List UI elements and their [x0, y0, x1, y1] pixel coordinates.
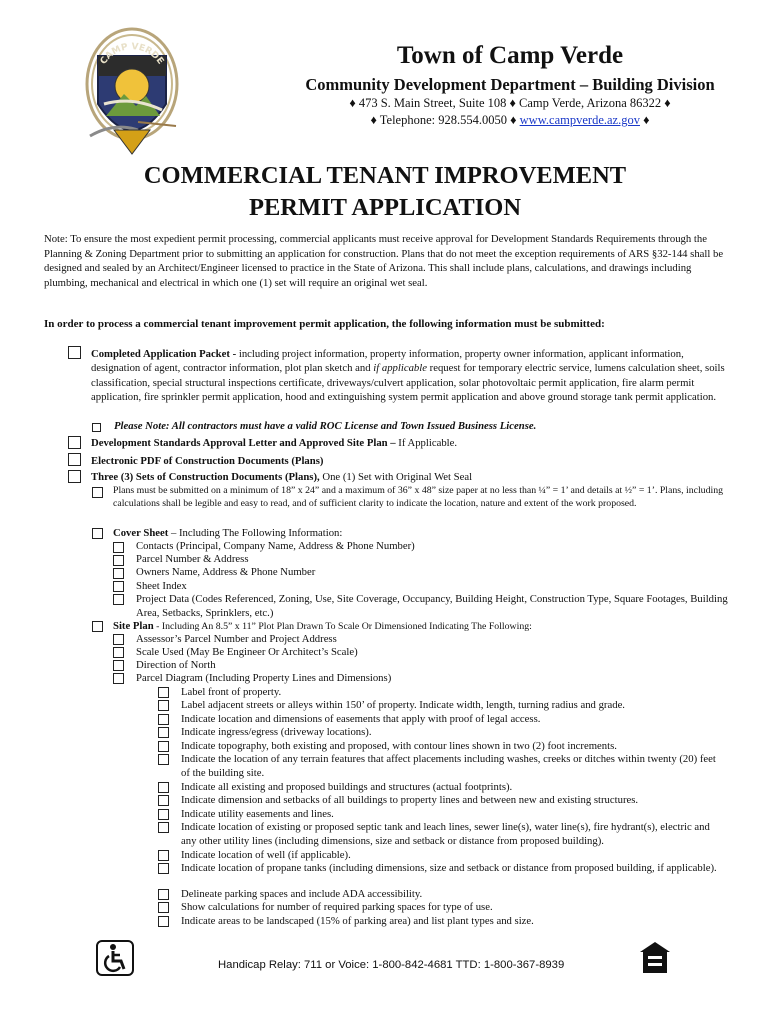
packet-checkbox[interactable] — [68, 346, 81, 359]
three-sets-label: Three (3) Sets of Construction Documents (Plans), — [91, 471, 320, 483]
dev-standards-text: If Applicable. — [395, 437, 458, 449]
cover-sheet-checkbox[interactable] — [92, 528, 103, 539]
diagram-checkbox[interactable] — [158, 902, 169, 913]
site-list-item: Parcel Diagram (Including Property Lines and Dimensions) — [136, 672, 392, 684]
cover-list-item: Sheet Index — [136, 580, 187, 592]
page-title — [0, 160, 770, 224]
address-line: ♦ 473 S. Main Street, Suite 108 ♦ Camp Verde, Arizona 86322 ♦ — [349, 96, 671, 110]
three-sets-text: One (1) Set with Original Wet Seal — [319, 471, 473, 483]
cover-list-item: Contacts (Principal, Company Name, Address & Phone Number) — [136, 540, 415, 552]
site-list-item: Direction of North — [136, 659, 216, 671]
phone-suffix: ♦ — [639, 113, 650, 127]
note-paragraph: Note: To ensure the most expedient permit processing, commercial applicants must receive approval for Development Standards Requirements through the Planning & Zoning Department prior to submitting an application for construction. Plans that do not meet the exception requirements of ARS §32-144 shall be designed and sealed by an Architect/Engineer licensed to practice in the State of Arizona. This shall include plans, calculations, and drawings including plumbing, mechanical and electrical in which one (1) set will require an original wet seal. — [44, 233, 724, 289]
site-plan-checkbox[interactable] — [92, 621, 103, 632]
in-order-heading: In order to process a commercial tenant improvement permit application, the following information must be submitted: — [44, 318, 605, 330]
packet-desc-1: including project information, property information, property owner information, applicant information, designation of agent, contractor information, plot plan sketch and — [91, 348, 684, 375]
three-sets-checkbox[interactable] — [68, 470, 81, 483]
diagram-list-item: Indicate utility easements and lines. — [181, 808, 334, 820]
footer-relay-text: Handicap Relay: 711 or Voice: 1-800-842-4681 TTD: 1-800-367-8939 — [218, 959, 565, 971]
cover-checkbox[interactable] — [113, 542, 124, 553]
phone-line — [250, 113, 770, 128]
diagram-checkbox[interactable] — [158, 741, 169, 752]
diagram-checkbox[interactable] — [158, 687, 169, 698]
packet-note-checkbox[interactable] — [92, 423, 101, 432]
site-checkbox[interactable] — [113, 673, 124, 684]
dev-standards-checkbox[interactable] — [68, 436, 81, 449]
site-checkbox[interactable] — [113, 634, 124, 645]
town-name: Town of Camp Verde — [396, 42, 624, 69]
site-list-item: Assessor’s Parcel Number and Project Address — [136, 633, 337, 645]
pdf-item — [91, 454, 323, 468]
diagram-list-item: Show calculations for number of required parking spaces for type of use. — [181, 901, 493, 913]
diagram-checkbox[interactable] — [158, 754, 169, 765]
diagram-checkbox[interactable] — [158, 809, 169, 820]
diagram-list-item: Label adjacent streets or alleys within 150’ of property. Indicate width, length, turning radius and grade. — [181, 699, 625, 711]
town-seal-logo — [84, 26, 180, 158]
diagram-list-item: Indicate location and dimensions of easements that apply with proof of legal access. — [181, 713, 541, 725]
site-plan-label: Site Plan — [113, 620, 154, 632]
cover-checkbox[interactable] — [113, 581, 124, 592]
site-list-item: Scale Used (May Be Engineer Or Architect’s Scale) — [136, 646, 358, 658]
diagram-list-item: Label front of property. — [181, 686, 282, 698]
phone-text: ♦ Telephone: 928.554.0050 ♦ — [370, 113, 520, 127]
packet-note-text: Please Note: All contractors must have a valid ROC License and Town Issued Business License. — [114, 420, 537, 432]
diagram-checkbox[interactable] — [158, 822, 169, 833]
pdf-label: Electronic PDF of Construction Documents (Plans) — [91, 455, 324, 467]
title-line-2: PERMIT APPLICATION — [248, 194, 522, 221]
diagram-list-item: Indicate location of propane tanks (including dimensions, size and setback or distance from proposed building, if applicable). — [181, 862, 717, 874]
packet-note — [114, 419, 536, 433]
diagram-checkbox[interactable] — [158, 889, 169, 900]
packet-if-applicable: if applicable — [373, 362, 427, 375]
pdf-checkbox[interactable] — [68, 453, 81, 466]
diagram-checkbox[interactable] — [158, 850, 169, 861]
diagram-list-item: Indicate dimension and setbacks of all buildings to property lines and between new and existing structures. — [181, 794, 639, 806]
three-sets-item — [91, 470, 472, 484]
packet-item — [91, 347, 731, 404]
diagram-checkbox[interactable] — [158, 700, 169, 711]
cover-list-item: Project Data (Codes Referenced, Zoning, Use, Site Coverage, Occupancy, Building Height, Construction Type, Square Footages, Building Area, Setbacks, Sprinklers, etc.) — [136, 593, 728, 620]
cover-checkbox[interactable] — [113, 568, 124, 579]
site-plan-text: - Including An 8.5” x 11” Plot Plan Drawn To Scale Or Dimensioned Indicating The Following: — [153, 621, 532, 632]
wheelchair-accessibility-icon — [96, 940, 134, 976]
cover-list-item: Parcel Number & Address — [136, 553, 249, 565]
cover-list-item: Owners Name, Address & Phone Number — [136, 566, 316, 578]
department-name: Community Development Department – Building Division — [305, 75, 715, 94]
cover-sheet-label: Cover Sheet — [113, 527, 169, 539]
diagram-list-item: Indicate ingress/egress (driveway locations). — [181, 726, 372, 738]
diagram-list-item: Indicate the location of any terrain features that affect placements including washes, creeks or ditches within twenty (20) feet of the building site. — [181, 753, 716, 780]
cover-checkbox[interactable] — [113, 594, 124, 605]
diagram-list-item: Indicate location of existing or proposed septic tank and leach lines, sewer line(s), water line(s), fire hydrant(s), electric and any other utility lines (including dimensions, size and setback or distance from proposed building). — [181, 821, 710, 848]
diagram-checkbox[interactable] — [158, 727, 169, 738]
dev-standards-label: Development Standards Approval Letter and Approved Site Plan – — [91, 437, 396, 449]
diagram-list-item: Delineate parking spaces and include ADA accessibility. — [181, 888, 423, 900]
packet-desc-2: request for temporary electric service, lumens calculation sheet, soils classification, special structural inspections certificate, driveways/culvert application, solar photovoltaic permit application, fire alarm permit application, fire sprinkler permit application, hood and extinguishing system permit application and above ground storage tank permit application. — [91, 362, 725, 403]
plans-size-checkbox[interactable] — [92, 487, 103, 498]
diagram-checkbox[interactable] — [158, 916, 169, 927]
title-line-1: COMMERCIAL TENANT IMPROVEMENT — [143, 162, 627, 189]
diagram-list-item: Indicate topography, both existing and proposed, with contour lines shown in two (2) foot increments. — [181, 740, 617, 752]
site-checkbox[interactable] — [113, 647, 124, 658]
equal-housing-icon — [638, 940, 672, 976]
cover-sheet-text: – Including The Following Information: — [168, 527, 343, 539]
diagram-checkbox[interactable] — [158, 863, 169, 874]
diagram-list-item: Indicate all existing and proposed buildings and structures (actual footprints). — [181, 781, 513, 793]
diagram-list-item: Indicate areas to be landscaped (15% of parking area) and list plant types and size. — [181, 915, 534, 927]
website-link[interactable]: www.campverde.az.gov — [519, 113, 640, 127]
cover-checkbox[interactable] — [113, 555, 124, 566]
packet-label: Completed Application Packet - — [91, 348, 239, 360]
dev-standards-item — [91, 436, 457, 450]
diagram-checkbox[interactable] — [158, 782, 169, 793]
diagram-list-item: Indicate location of well (if applicable). — [181, 849, 351, 861]
site-checkbox[interactable] — [113, 660, 124, 671]
plans-size-text: Plans must be submitted on a minimum of 18” x 24” and a maximum of 36” x 48” size paper at no less than ¼” = 1’ and details at ½” = 1’. Plans, including calculations shall be legible and easy to read, and of sufficient clarity to indicate the location, nature and extent of the work proposed. — [113, 485, 723, 510]
seal-lettering: CAMP VERDE — [98, 41, 166, 67]
diagram-checkbox[interactable] — [158, 795, 169, 806]
diagram-checkbox[interactable] — [158, 714, 169, 725]
